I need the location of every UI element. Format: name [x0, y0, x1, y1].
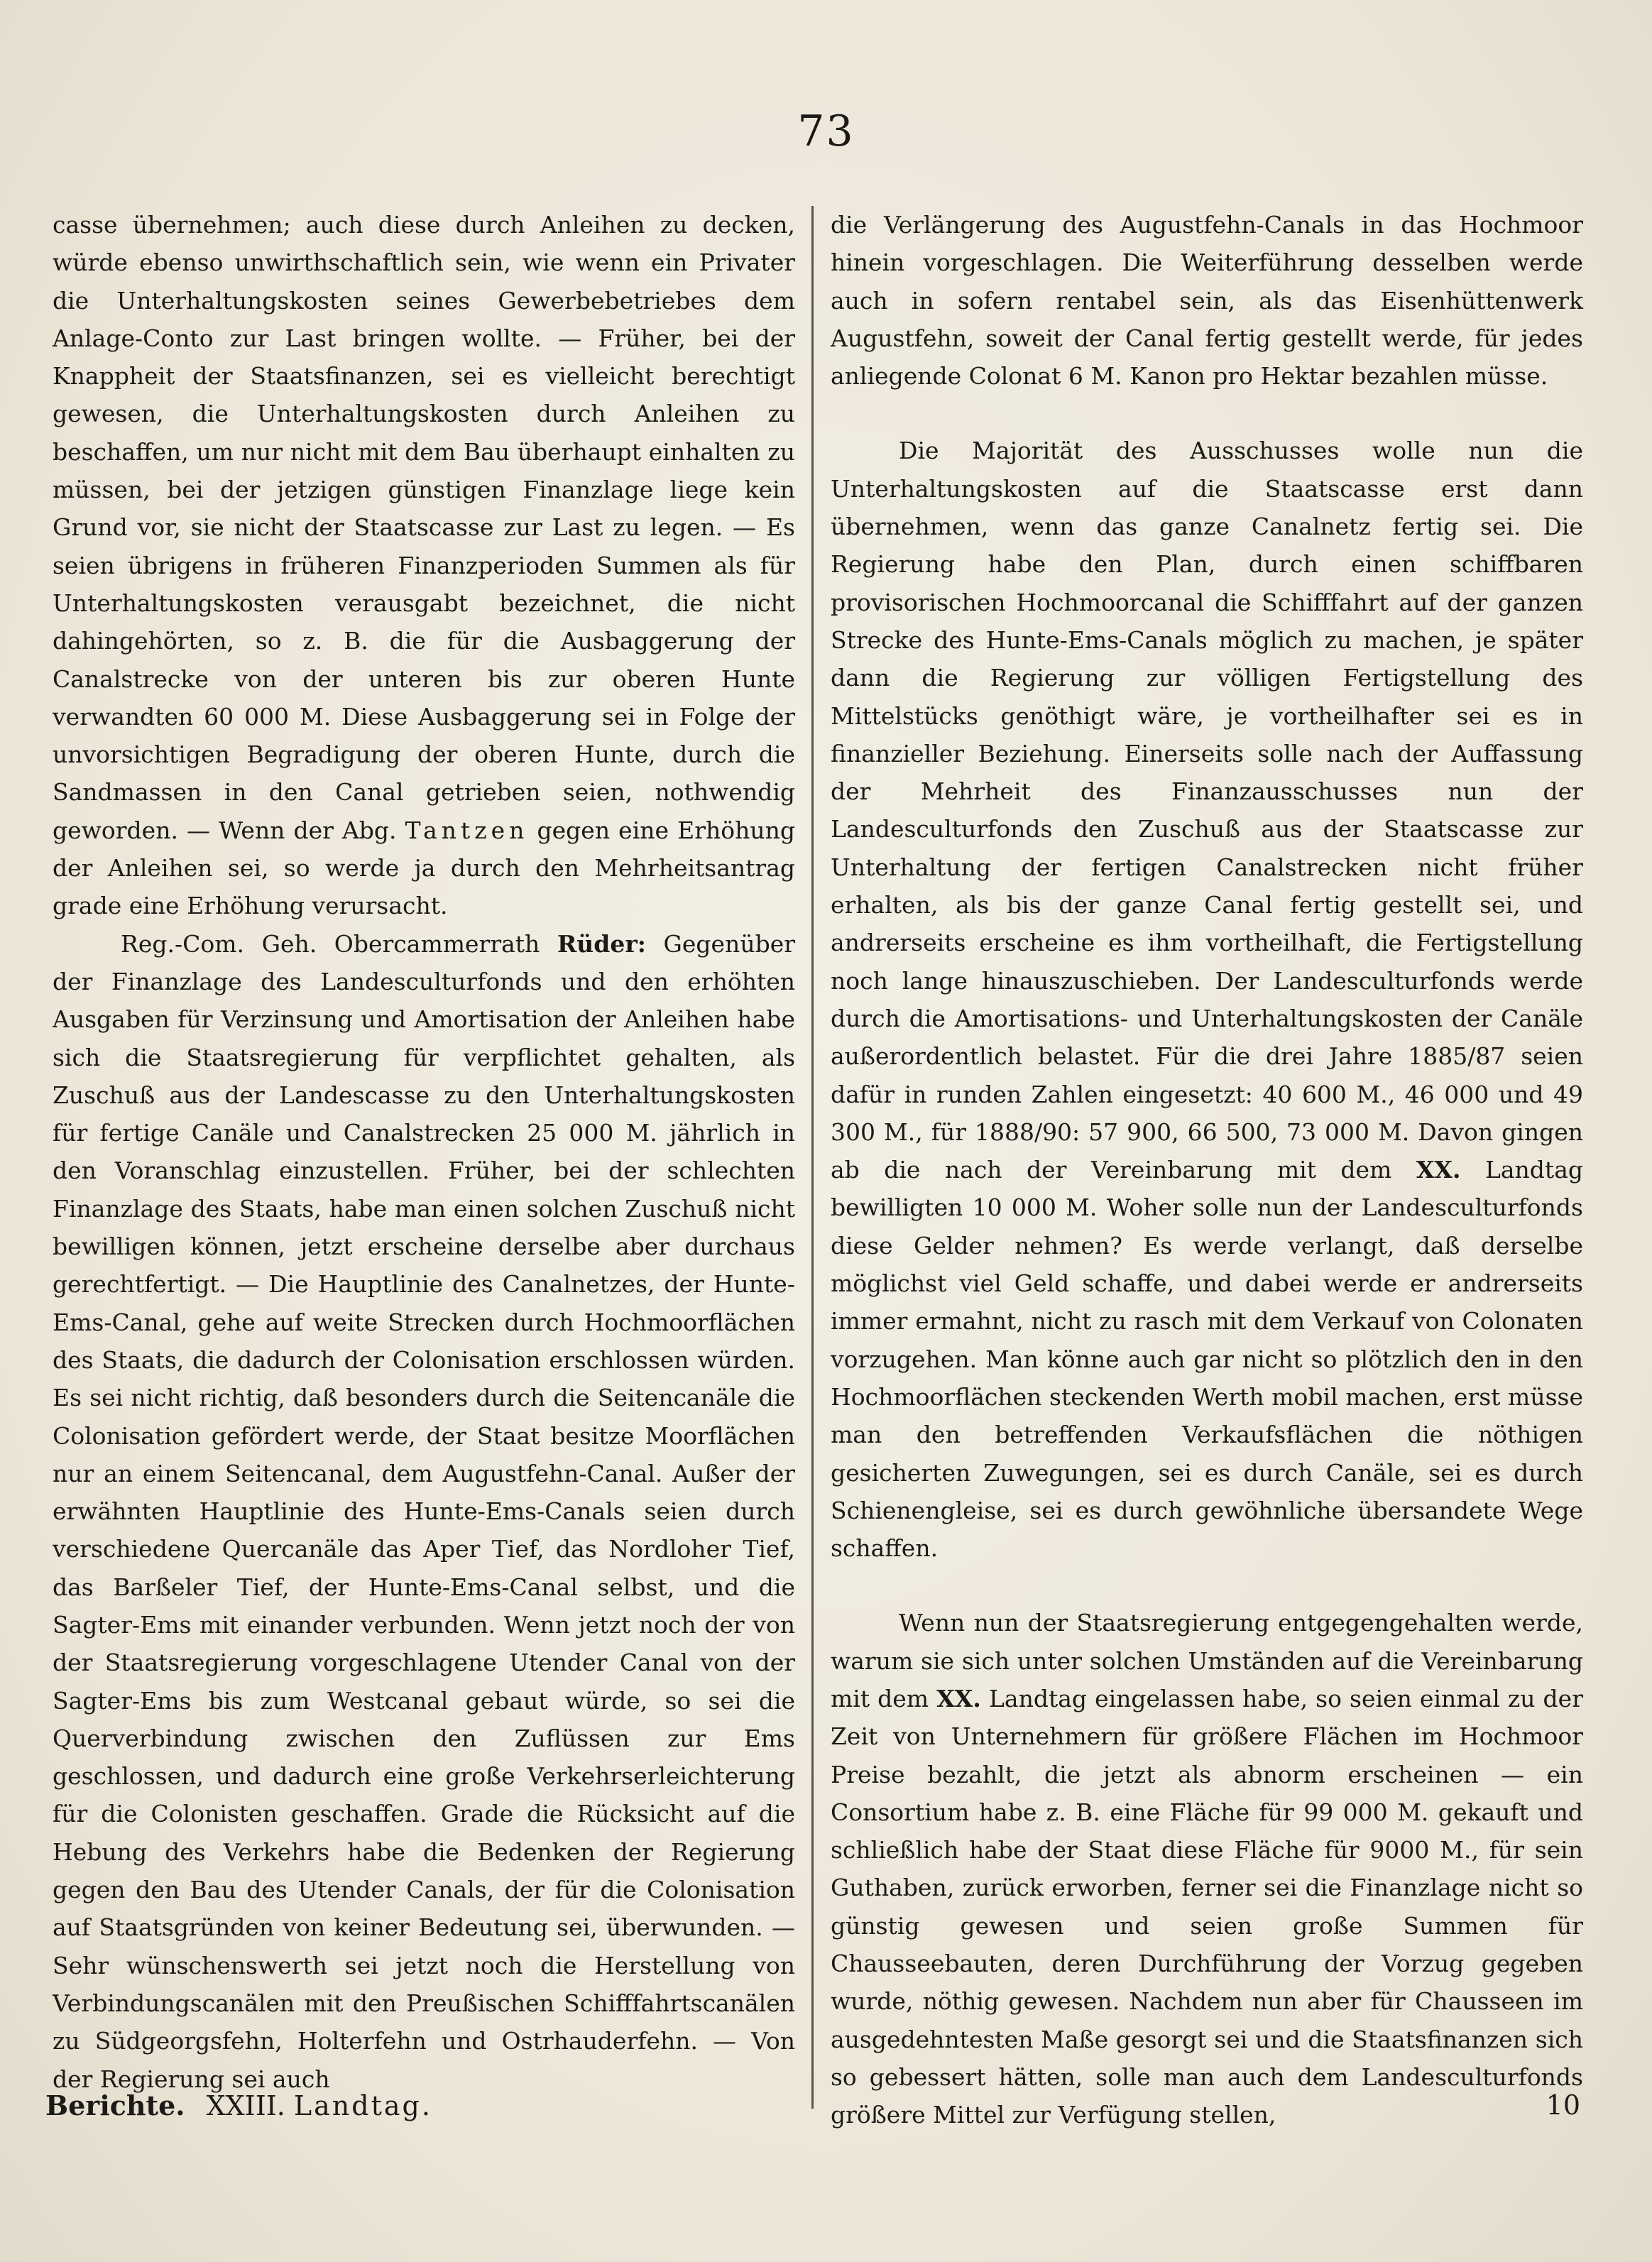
right-paragraph-2-text-a: Die Majorität des Ausschusses wolle nun die Unterhaltungskosten auf die Staatscasse erst dann übernehmen, wenn das ganze Canalnetz fertig sei. Die Regierung habe den Plan, durch einen schiffbaren provisorischen Hochmoorcanal die Schifffahrt auf der ganzen Strecke des Hunte-Ems-Canals möglich zu machen, je später dann die Regierung zur völligen Fertigstellung des Mittelstücks genöthigt wäre, je vortheilhafter sei es in finanzieller Beziehung. Einerseits solle nach der Auffassung der Mehrheit des Finanzausschusses nun der Landesculturfonds den Zuschuß aus der Staatscasse zur Unterhaltung der fertigen Canalstrecken nicht früher erhalten, als bis der ganze Canal fertig gestellt sei, und andrerseits erscheine es ihm vortheilhaft, die Fertigstellung noch lange hinauszuschieben. Der Landesculturfonds werde durch die Amortisations- und Unterhaltungskosten der Canäle außerordentlich belastet. Für die drei Jahre 1885/87 seien dafür in runden Zahlen eingesetzt: 40 600 M., 46 000 und 49 300 M., für 1888/90: 57 900, 66 500, 73 000 M. Davon gingen ab die nach der Vereinbarung mit dem — [831, 437, 1583, 1184]
deputy-name-tantzen: Tantzen — [405, 816, 529, 844]
footer-signature — [45, 2089, 432, 2121]
speaker-name-rueder: Rüder: — [557, 929, 646, 958]
right-paragraph-3 — [831, 1604, 1583, 2133]
left-paragraph-1-text: casse übernehmen; auch diese durch Anleihen zu decken, würde ebenso unwirthschaftlich sein, wie wenn ein Privater die Unterhaltungskosten seines Gewerbebetriebes dem Anlage-Conto zur Last bringen wollte. — Früher, bei der Knappheit der Staatsfinanzen, sei es vielleicht berechtigt gewesen, die Unterhaltungskosten durch Anleihen zu beschaffen, um nur nicht mit dem Bau überhaupt einhalten zu müssen, bei der jetzigen günstigen Finanzlage liege kein Grund vor, sie nicht der Staatscasse zur Last zu legen. — Es seien übrigens in früheren Finanzperioden Summen als für Unterhaltungskosten verausgabt bezeichnet, die nicht dahingehörten, so z. B. die für die Ausbaggerung der Canalstrecke von der unteren bis zur oberen Hunte verwandten 60 000 M. Diese Ausbaggerung sei in Folge der unvorsichtigen Begradigung der oberen Hunte, durch die Sandmassen in den Canal getrieben seien, nothwendig geworden. — Wenn der Abg. — [53, 211, 795, 844]
footer-landtag: Landtag. — [293, 2090, 432, 2121]
left-paragraph-2 — [53, 925, 795, 2098]
page-footer — [45, 2089, 1580, 2132]
footer-label: Berichte. — [45, 2089, 185, 2121]
right-column — [831, 206, 1583, 2134]
right-paragraph-2-text-b: Landtag bewilligten 10 000 M. Woher solle nun der Landesculturfonds diese Gelder nehmen? Es werde verlangt, daß derselbe möglichst viel Geld schaffe, und dabei werde er andrerseits immer ermahnt, nicht zu rasch mit dem Verkauf von Colonaten vorzugehen. Man könne auch gar nicht so plötzlich den in den Hochmoorflächen steckenden Werth mobil machen, erst müsse man den betreffenden Verkaufsflächen die nöthigen gesicherten Zuwegungen, sei es durch Canäle, sei es durch Schienengleise, sei es durch gewöhnliche übersandete Wege schaffen. — [831, 1156, 1583, 1563]
footer-session: XXIII. — [206, 2090, 285, 2121]
landtag-number-xx-2: XX. — [936, 1684, 981, 1712]
column-divider — [811, 206, 814, 2109]
right-paragraph-1: die Verlängerung des Augustfehn-Canals in das Hochmoor hinein vorgeschlagen. Die Weiterführung desselben werde auch in sofern rentabel sein, als das Eisenhüttenwerk Augustfehn, soweit der Canal fertig gestellt werde, für jedes anliegende Colonat 6 M. Kanon pro Hektar bezahlen müsse. — [831, 211, 1583, 390]
left-paragraph-1-end: gegen eine Erhöhung der Anleihen sei, so werde ja durch den Mehrheitsantrag grade eine Erhöhung verursacht. — [53, 816, 795, 920]
right-paragraph-3-text-b: Landtag eingelassen habe, so seien einmal zu der Zeit von Unternehmern für größere Flächen im Hochmoor Preise bezahlt, die jetzt als abnorm erscheinen — ein Consortium habe z. B. eine Fläche für 99 000 M. gekauft und schließlich habe der Staat diese Fläche für 9000 M., für sein Guthaben, zurück erworben, ferner sei die Finanzlage nicht so günstig gewesen und seien große Summen für Chausseebauten, deren Durchführung der Vorzug gegeben wurde, nöthig gewesen. Nachdem nun aber für Chausseen im ausgedehntesten Maße gesorgt sei und die Staatsfinanzen sich so gebessert hätten, solle man auch dem Landesculturfonds größere Mittel zur Verfügung stellen, — [831, 1684, 1583, 2129]
page-number: 73 — [797, 106, 855, 156]
footer-sheet-number: 10 — [1546, 2089, 1580, 2121]
landtag-number-xx: XX. — [1416, 1156, 1461, 1184]
left-paragraph-2-text: Gegenüber der Finanzlage des Landesculturfonds und den erhöhten Ausgaben für Verzinsung und Amortisation der Anleihen habe sich die Staatsregierung für verpflichtet gehalten, als Zuschuß aus der Landescasse zu den Unterhaltungskosten für fertige Canäle und Canalstrecken 25 000 M. jährlich in den Voranschlag einzustellen. Früher, bei der schlechten Finanzlage des Staats, habe man einen solchen Zuschuß nicht bewilligen können, jetzt erscheine derselbe aber durchaus gerechtfertigt. — Die Hauptlinie des Canalnetzes, der Hunte-Ems-Canal, gehe auf weite Strecken durch Hochmoorflächen des Staats, die dadurch der Colonisation erschlossen würden. Es sei nicht richtig, daß besonders durch die Seitencanäle die Colonisation gefördert werde, der Staat besitze Moorflächen nur an einem Seitencanal, dem Augustfehn-Canal. Außer der erwähnten Hauptlinie des Hunte-Ems-Canals seien durch verschiedene Quercanäle das Aper Tief, das Nordloher Tief, das Barßeler Tief, der Hunte-Ems-Canal selbst, und die Sagter-Ems mit einander verbunden. Wenn jetzt noch der von der Staatsregierung vorgeschlagene Utender Canal von der Sagter-Ems bis zum Westcanal gebaut würde, so sei die Querverbindung zwischen den Zuflüssen zur Ems geschlossen, und dadurch eine große Verkehrserleichterung für die Colonisten geschaffen. Grade die Rücksicht auf die Hebung des Verkehrs habe die Bedenken der Regierung gegen den Bau des Utender Canals, der für die Colonisation auf Staatsgründen von keiner Bedeutung sei, überwunden. — Sehr wünschenswerth sei jetzt noch die Herstellung von Verbindungscanälen mit den Preußischen Schifffahrtscanälen zu Südgeorgsfehn, Holterfehn und Ostrhauderfehn. — Von der Regierung sei auch — [53, 929, 795, 2093]
left-paragraph-1 — [53, 206, 795, 925]
left-column — [53, 206, 795, 2098]
right-paragraph-2 — [831, 432, 1583, 1567]
speaker-title: Reg.-Com. Geh. Obercammerrath — [121, 929, 540, 958]
right-paragraph-3-text-a: Wenn nun der Staatsregierung entgegengehalten werde, warum sie sich unter solchen Umständen auf die Vereinbarung mit dem — [831, 1609, 1583, 1712]
